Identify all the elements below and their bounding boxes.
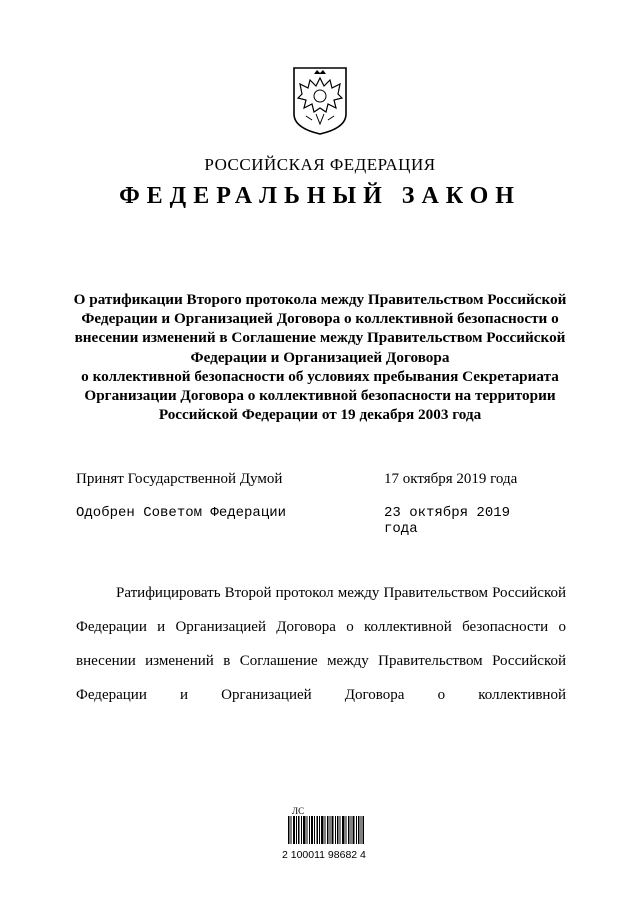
barcode-bars-icon [288,816,364,844]
barcode-number: 2 100011 98682 4 [282,849,366,861]
title-line: Федерации и Организацией Договора о коллективной безопасности о [81,310,559,328]
council-date: 23 октября 2019 года [384,505,511,537]
title-line: Организации Договора о коллективной безопасности на территории [84,387,556,405]
law-body [76,576,566,712]
title-line: внесении изменений в Соглашение между Правительством Российской [74,329,566,347]
document-type: ФЕДЕРАЛЬНЫЙ ЗАКОН [119,183,521,209]
coat-of-arms-emblem [288,64,352,136]
council-label: Одобрен Советом Федерации [76,505,287,521]
duma-date: 17 октября 2019 года [384,471,518,487]
country-name: РОССИЙСКАЯ ФЕДЕРАЦИЯ [204,155,436,174]
title-line: Федерации и Организацией Договора [190,348,450,366]
title-line: о коллективной безопасности об условиях пребывания Секретариата [81,367,559,385]
body-paragraph: Ратифицировать Второй протокол между Правительством Российской Федерации и Организацией Договора о коллективной безопасности о внесении изменений в Соглашение между Правительством Российской Федерации и Организацией Договора о коллективной [76,585,566,703]
duma-label: Принят Государственной Думой [76,471,283,487]
title-line: Российской Федерации от 19 декабря 2003 года [158,406,482,424]
double-headed-eagle-icon [288,64,352,136]
document-barcode [282,806,382,861]
title-line: О ратификации Второго протокола между Правительством Российской [73,291,567,308]
barcode-signature-mark: ЛС [292,806,305,816]
law-title [70,290,570,424]
